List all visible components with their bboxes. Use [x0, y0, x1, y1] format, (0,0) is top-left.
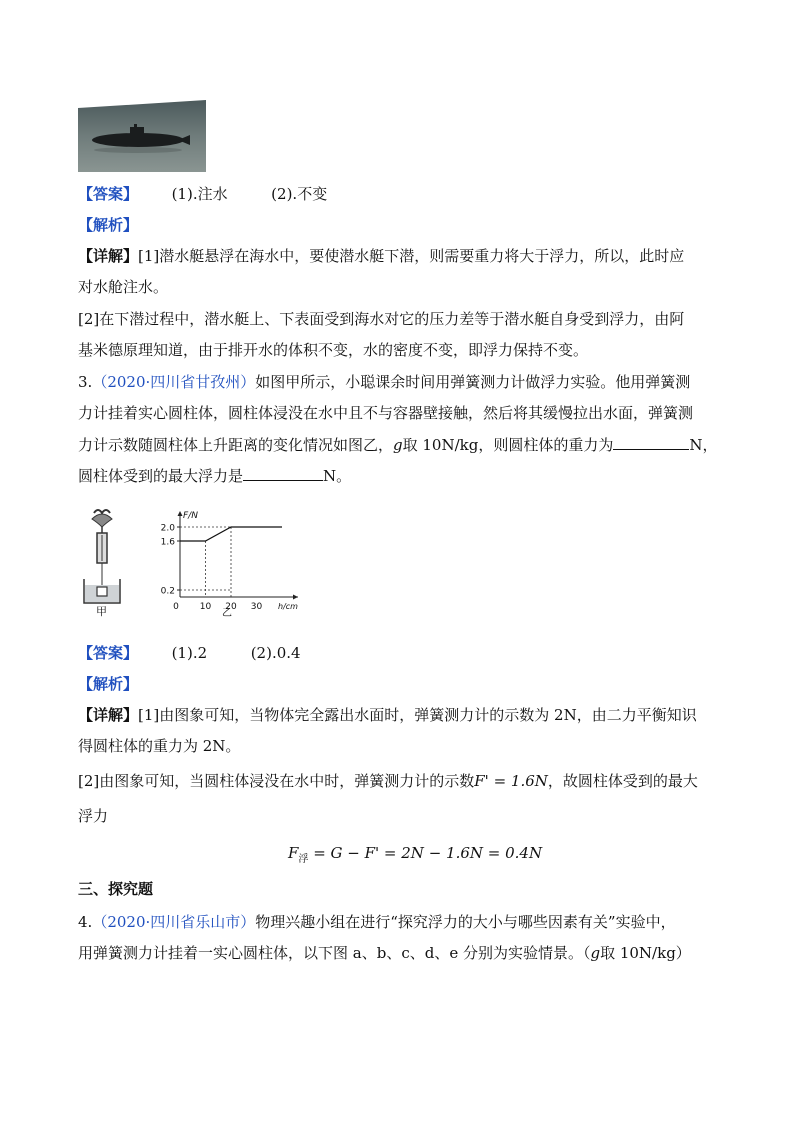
question-number: 3.: [78, 373, 93, 391]
q3-detail-line-1: [78, 705, 697, 725]
x-axis-label: h/cm: [278, 602, 298, 611]
question-source: （2020·四川省乐山市）: [92, 913, 256, 931]
question-text: 用弹簧测力计挂着一实心圆柱体，以下图 a、b、c、d、e 分别为实验情景。（: [78, 944, 591, 962]
q3-line-4: [78, 466, 351, 486]
x-tick-label: 0: [173, 602, 179, 612]
analysis-tag: 【解析】: [78, 216, 139, 234]
answer-1: (1).注水: [171, 185, 228, 203]
detail-text: [1]由图象可知，当物体完全露出水面时，弹簧测力计的示数为 2N，由二力平衡知识: [138, 706, 697, 724]
analysis-tag: 【解析】: [78, 675, 139, 693]
q3-detail-line-4: [78, 806, 108, 826]
unit-text: N，: [689, 436, 718, 454]
answer-blank-1[interactable]: [613, 435, 689, 450]
question-text: 力计挂着实心圆柱体，圆柱体浸没在水中且不与容器壁接触，然后将其缓慢拉出水面，弹簧测: [78, 404, 694, 422]
q4-line-2: [78, 943, 691, 963]
section-heading: 三、探究题: [78, 880, 154, 898]
q3-analysis-line: [78, 674, 138, 694]
y-tick-label: 1.6: [160, 537, 175, 548]
x-tick-label: 30: [250, 602, 263, 612]
answer-1: (1).2: [171, 644, 208, 662]
detail-text: 得圆柱体的重力为 2N。: [78, 737, 241, 755]
detail-text: 浮力: [78, 807, 109, 825]
x-tick-label: 10: [199, 602, 212, 612]
question-text: 如图甲所示，小聪课余时间用弹簧测力计做浮力实验。他用弹簧测: [255, 373, 691, 391]
y-tick-label: 2.0: [160, 523, 175, 534]
q3-line-2: [78, 403, 693, 423]
g-symbol: g: [393, 436, 403, 454]
y-axis-arrow: [178, 511, 183, 516]
q3-detail-line-2: [78, 736, 240, 756]
x-axis-arrow: [293, 595, 298, 600]
y-axis-label: F/N: [183, 511, 198, 521]
series-line: [180, 527, 282, 541]
answer-2: (2).0.4: [250, 644, 301, 662]
inline-formula: F' = 1.6N: [474, 772, 548, 790]
q4-line-1: [78, 912, 676, 932]
question-source: （2020·四川省甘孜州）: [92, 373, 256, 391]
q2-detail-line-3: [78, 309, 684, 329]
question-text: 物理兴趣小组在进行“探究浮力的大小与哪些因素有关”实验中，: [255, 913, 676, 931]
question-number: 4.: [78, 913, 93, 931]
figure-jia: [80, 505, 128, 617]
q3-detail-line-3: [78, 771, 698, 791]
figure-jia-label: 甲: [96, 605, 107, 617]
q3-line-3: [78, 435, 718, 455]
formula-rhs: = G − F' = 2N − 1.6N = 0.4N: [313, 844, 543, 862]
detail-text: [2]由图象可知，当圆柱体浸没在水中时，弹簧测力计的示数: [78, 772, 475, 790]
detail-text: ，故圆柱体受到的最大: [547, 772, 698, 790]
detail-text: [2]在下潜过程中，潜水艇上、下表面受到海水对它的压力差等于潜水艇自身受到浮力，由阿: [78, 310, 685, 328]
x-tick-label: 20: [225, 602, 237, 612]
q2-answer-line: [78, 184, 327, 204]
detail-tag: 【详解】: [78, 706, 139, 724]
buoyancy-formula: [288, 843, 542, 870]
y-tick-label: 0.2: [160, 586, 175, 597]
question-text: 取 10N/kg，则圆柱体的重力为: [402, 436, 614, 454]
q2-detail-line-4: [78, 340, 588, 360]
detail-tag: 【详解】: [78, 247, 139, 265]
formula-lhs: F: [288, 844, 299, 862]
answer-tag: 【答案】: [78, 185, 139, 203]
submarine-photo: [78, 100, 206, 172]
unit-text: N。: [323, 467, 352, 485]
detail-text: [1]潜水艇悬浮在海水中，要使潜水艇下潜，则需要重力将大于浮力，所以，此时应: [138, 247, 685, 265]
q2-analysis-line: [78, 215, 138, 235]
detail-text: 基米德原理知道，由于排开水的体积不变，水的密度不变，即浮力保持不变。: [78, 341, 589, 359]
q2-detail-line-2: [78, 277, 168, 297]
answer-tag: 【答案】: [78, 644, 139, 662]
g-symbol: g: [590, 944, 601, 962]
figure-yi-label: 乙: [222, 608, 232, 617]
question-text: 圆柱体受到的最大浮力是: [78, 467, 244, 485]
q3-answer-line: [78, 643, 301, 663]
figure-yi-chart: [150, 505, 310, 617]
q2-detail-line-1: [78, 246, 684, 266]
question-text: 取 10N/kg）: [600, 944, 691, 962]
answer-2: (2).不变: [271, 185, 328, 203]
formula-sub: 浮: [298, 854, 309, 865]
detail-text: 对水舱注水。: [78, 278, 169, 296]
q3-line-1: [78, 372, 690, 392]
answer-blank-2[interactable]: [243, 466, 323, 481]
question-text: 力计示数随圆柱体上升距离的变化情况如图乙，: [78, 436, 394, 454]
